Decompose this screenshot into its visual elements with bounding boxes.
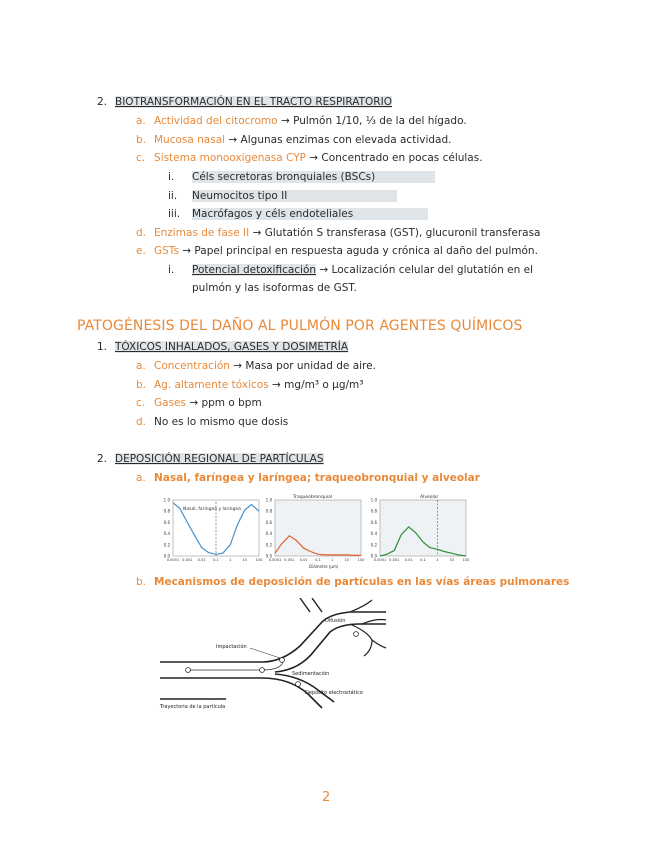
y-tick-label: 0.8 [163,508,170,514]
x-tick-label: 10 [449,558,454,562]
chart-title: Alveolar [420,495,439,500]
item-text: No es lo mismo que dosis [154,416,289,428]
x-tick-label: 0.0001 [166,558,180,562]
airway-wall-inner-upper [275,624,386,672]
label-sedimentacion: Sedimentación [292,671,330,677]
y-tick-label: 0.8 [265,508,272,514]
item-letter: e. [136,245,146,257]
list-item [136,472,480,484]
x-tick-label: 0.1 [315,558,321,562]
sub-item-roman: ii. [168,190,178,202]
x-tick-label: 0.001 [284,558,295,562]
particle [354,632,359,637]
sub-list-item [168,171,435,183]
sub-item-text: → Localización celular del glutatión en el [319,264,533,276]
item-letter: c. [136,397,146,409]
label-deposito: Depósito electrostático [305,690,363,696]
item-term: Sistema monooxigenasa CYP [154,152,306,164]
airway-wall-top [300,598,310,612]
section-title: BIOTRANSFORMACIÓN EN EL TRACTO RESPIRATORIO [115,96,392,108]
list-item [136,115,467,127]
item-term: Gases [154,397,186,409]
item-text: → Masa por unidad de aire. [233,360,376,372]
x-tick-label: 0.001 [389,558,400,562]
section-number: 2. [97,453,108,465]
item-text: → Concentrado en pocas células. [309,152,483,164]
sub-item-text: Macrófagos y céls endoteliales [192,208,428,220]
item-letter: b. [136,576,147,588]
item-letter: d. [136,416,147,428]
section-number: 1. [97,341,108,353]
airway-wall-top [312,598,322,612]
particle [260,668,265,673]
x-tick-label: 0.0001 [268,558,282,562]
y-tick-label: 0.6 [370,519,377,525]
chart-nasal [155,492,265,570]
sub-list-item [168,208,428,220]
y-tick-label: 0.4 [265,531,272,537]
sub-item-continuation: pulmón y las isoformas de GST. [192,282,357,294]
y-tick-label: 1.0 [163,497,170,503]
x-tick-label: 0.0001 [373,558,387,562]
sub-item-roman: i. [168,171,175,183]
bronchiole-branches [350,600,386,656]
chart-title: Nasal, faríngea y laríngea [183,507,241,512]
item-term: Actividad del citocromo [154,115,278,127]
chart-title: Traqueobronquial [293,495,333,500]
x-tick-label: 10 [242,558,247,562]
label-trayectoria: Trayectoria de la partícula [160,704,226,710]
y-tick-label: 0.0 [370,553,377,559]
list-item [136,379,363,391]
label-difusion: Difusión [325,618,346,624]
chart-alveolar [362,490,472,568]
item-letter: c. [136,152,146,164]
y-tick-label: 0.4 [163,531,170,537]
item-term: Ag. altamente tóxicos [154,379,269,391]
x-tick-label: 100 [255,558,263,562]
list-item [136,360,376,372]
y-tick-label: 1.0 [265,497,272,503]
sub-item-text: Neumocitos tipo II [192,190,397,202]
list-item [136,397,262,409]
particle-trajectory [188,658,284,670]
item-text: → Papel principal en respuesta aguda y crónica al daño del pulmón. [182,245,538,257]
particle [296,682,301,687]
particle [280,658,285,663]
sub-item-term: Potencial detoxificación [192,264,317,276]
item-letter: a. [136,360,146,372]
x-tick-label: 0.001 [182,558,193,562]
x-tick-label: 100 [357,558,365,562]
chart-plot-area [380,500,466,556]
x-tick-label: 1 [331,558,334,562]
airway-diagram [150,598,410,718]
chart-plot-area [275,500,361,556]
x-tick-label: 1 [229,558,232,562]
particle [186,668,191,673]
sub-item-text: Céls secretoras bronquiales (BSCs) [192,171,435,183]
y-tick-label: 0.6 [265,519,272,525]
y-tick-label: 0.2 [265,542,272,548]
sub-list-item [168,264,533,276]
item-text: → ppm o bpm [189,397,262,409]
item-term: GSTs [154,245,179,257]
list-item [136,576,569,588]
item-letter: b. [136,134,147,146]
item-text: → mg/m³ o µg/m³ [272,379,364,391]
sub-item-roman: i. [168,264,175,276]
item-term: Mucosa nasal [154,134,226,146]
sub-list-item [168,190,397,202]
item-text: → Algunas enzimas con elevada actividad. [228,134,452,146]
x-tick-label: 0.01 [404,558,413,562]
leader-line [250,648,280,658]
item-letter: b. [136,379,147,391]
section-toxicos-heading [97,341,348,353]
x-tick-label: 0.1 [213,558,219,562]
page-number: 2 [322,790,331,805]
list-item [136,152,483,164]
y-tick-label: 0.4 [370,531,377,537]
y-tick-label: 1.0 [370,497,377,503]
x-tick-label: 0.1 [420,558,426,562]
section-deposicion-heading [97,453,324,465]
x-tick-label: 0.01 [197,558,206,562]
section-biotransformacion-heading [97,96,392,108]
item-term: Concentración [154,360,230,372]
item-text: → Pulmón 1/10, ⅓ de la del hígado. [280,115,467,127]
item-letter: d. [136,227,147,239]
item-text: Mecanismos de deposición de partículas en las vías áreas pulmonares [154,576,570,588]
airway-wall-upper [160,612,386,662]
patogenesis-heading: PATOGÉNESIS DEL DAÑO AL PULMÓN POR AGENTES QUÍMICOS [77,318,523,334]
x-tick-label: 0.01 [299,558,308,562]
y-tick-label: 0.6 [163,519,170,525]
list-item [136,245,538,257]
airway-wall-inner-lower [275,674,334,702]
list-item [136,416,288,428]
x-tick-label: 10 [344,558,349,562]
x-tick-label: 1 [436,558,439,562]
chart-traqueobronquial [257,492,367,570]
y-tick-label: 0.8 [370,508,377,514]
y-tick-label: 0.2 [370,542,377,548]
item-text: Nasal, faríngea y laríngea; traqueobronquial y alveolar [154,472,480,484]
sub-item-roman: iii. [168,208,181,220]
chart-xlabel: Diámetro (µm) [309,564,339,569]
item-letter: a. [136,115,146,127]
section-number: 2. [97,96,108,108]
item-term: Enzimas de fase II [154,227,250,239]
section-title: DEPOSICIÓN REGIONAL DE PARTÍCULAS [115,453,324,465]
section-title: TÓXICOS INHALADOS, GASES Y DOSIMETRÍA [115,341,349,353]
list-item [136,227,540,239]
y-tick-label: 0.2 [163,542,170,548]
item-text: → Glutatión S transferasa (GST), glucuronil transferasa [252,227,541,239]
item-letter: a. [136,472,146,484]
y-tick-label: 0.0 [163,553,170,559]
label-impactacion: Impactación [216,644,247,650]
x-tick-label: 100 [462,558,470,562]
y-tick-label: 0.0 [265,553,272,559]
list-item [136,134,451,146]
